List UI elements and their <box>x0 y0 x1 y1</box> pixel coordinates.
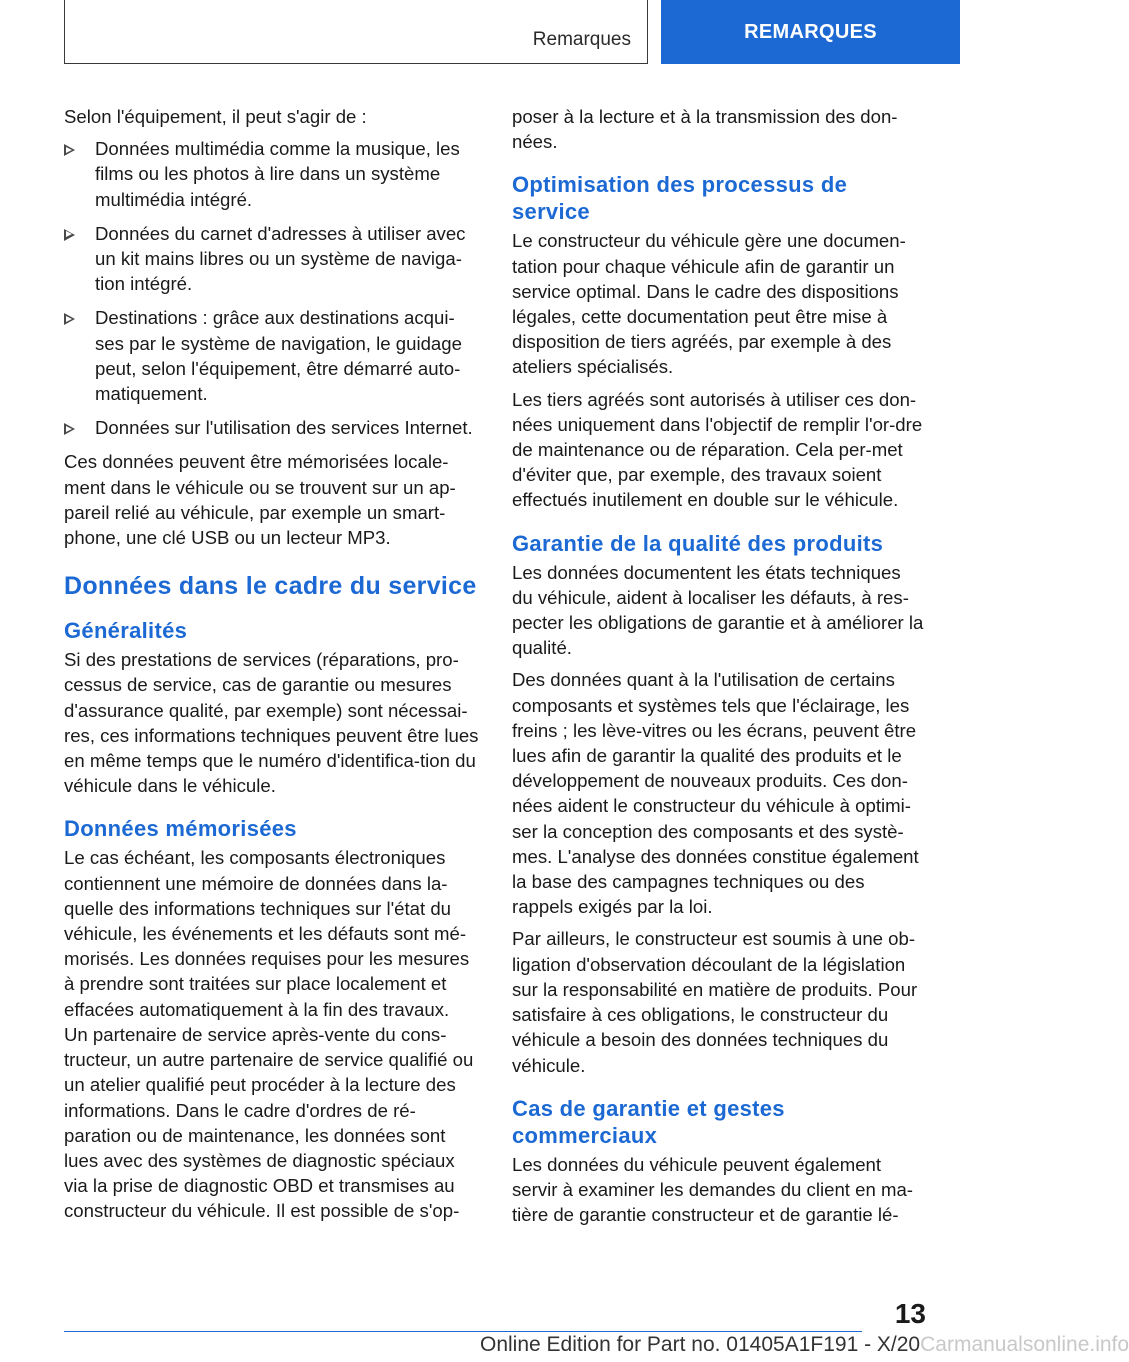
data-type-list <box>64 136 482 440</box>
optimization-paragraph-2: Les tiers agréés sont autorisés à utiliser ces don-nées uniquement dans l'objectif de remplir l'or-dre de maintenance ou de réparation. Cela per-met d'éviter que, par exemple, des travaux soient effectués inutilement en double sur le véhicule. <box>512 388 923 511</box>
edition-text: Online Edition for Part no. 01405A1F191 - X/20 <box>480 1333 921 1356</box>
watermark-text: Carmanualsonline.info <box>920 1333 1129 1356</box>
header-chapter-tab[interactable]: REMARQUES <box>661 0 960 64</box>
continued-paragraph: poser à la lecture et à la transmission des don-nées. <box>512 106 898 153</box>
page-number: 13 <box>894 1298 926 1329</box>
section-heading-service: Données dans le cadre du service <box>64 572 477 601</box>
list-item: Destinations : grâce aux destinations acqui-ses par le système de navigation, le guidage peut, selon l'équipement, être démarré auto-matiquement. <box>64 305 482 406</box>
stored-data-paragraph-2: Un partenaire de service après-vente du cons-tructeur, un autre partenaire de service qualifié ou un atelier qualifié peut procéder à la lecture des informations. Dans le cadre d'ordres de ré-paration ou de maintenance, les données sont lues avec des systèmes de diagnostic spéciaux via la prise de diagnostic OBD et transmises au constructeur du véhicule. Il est possible de s'op- <box>64 1023 474 1222</box>
quality-paragraph-1: Les données documentent les états techniques du véhicule, aident à localiser les défauts, à res-pecter les obligations de garantie et à améliorer la qualité. <box>512 561 924 659</box>
subheading-product-quality: Garantie de la qualité des produits <box>512 530 884 556</box>
triangle-bullet-icon <box>64 144 75 156</box>
header-section-box <box>64 0 648 64</box>
subheading-warranty-cases: Cas de garantie et gestes commerciaux <box>512 1095 785 1148</box>
general-paragraph: Si des prestations de services (réparations, pro-cessus de service, cas de garantie ou mesures d'assurance qualité, par exemple) sont nécessai-res, ces informations techniques peuvent être lues en même temps que le numéro d'identifica-tion du véhicule dans le véhicule. <box>64 649 479 797</box>
optimization-paragraph-1: Le constructeur du véhicule gère une documen-tation pour chaque véhicule afin de garantir un service optimal. Dans le cadre des dispositions légales, cette documentation peut être mise à disposition de tiers agréés, par exemple à des ateliers spécialisés. <box>512 230 906 378</box>
footer-divider <box>64 1331 862 1332</box>
quality-paragraph-3: Par ailleurs, le constructeur est soumis à une ob-ligation d'observation découlant de la législation sur la responsabilité en matière de produits. Pour satisfaire à ces obligations, le constructeur du véhicule a besoin des données techniques du véhicule. <box>512 928 918 1076</box>
storage-paragraph: Ces données peuvent être mémorisées locale-ment dans le véhicule ou se trouvent sur un ap-pareil relié au véhicule, par exemple un smart-phone, une clé USB ou un lecteur MP3. <box>64 451 456 549</box>
quality-paragraph-2: Des données quant à la l'utilisation de certains composants et systèmes tels que l'éclairage, les freins ; les lève-vitres ou les écrans, peuvent être lues afin de garantir la qualité des produits et le développement de nouveaux produits. Ces don-nées aident le constructeur du véhicule à optimi-ser la conception des composants et des systè-mes. L'analyse des données constitue également la base des campagnes techniques ou des rappels exigés par la loi. <box>512 669 919 918</box>
subheading-stored-data: Données mémorisées <box>64 816 297 842</box>
triangle-bullet-icon <box>64 229 75 241</box>
stored-data-paragraph-1: Le cas échéant, les composants électroniques contiennent une mémoire de données dans la-quelle des informations techniques sur l'état du véhicule, les événements et les défauts sont mé-morisés. Les données requises pour les mesures à prendre sont traitées sur place localement et effacées automatiquement à la fin des travaux. <box>64 847 470 1020</box>
subheading-general: Généralités <box>64 618 188 644</box>
header-section-title: Remarques <box>532 29 631 50</box>
subheading-process-optimization: Optimisation des processus de service <box>512 172 848 225</box>
intro-text: Selon l'équipement, il peut s'agir de : <box>64 106 367 127</box>
warranty-paragraph: Les données du véhicule peuvent également servir à examiner les demandes du client en ma-tière de garantie constructeur et de garantie lé- <box>512 1153 913 1226</box>
list-item: Données du carnet d'adresses à utiliser avec un kit mains libres ou un système de naviga-tion intégré. <box>64 221 482 297</box>
triangle-bullet-icon <box>64 313 75 325</box>
right-column <box>512 104 926 1234</box>
footer-edition-line <box>480 1333 1129 1357</box>
list-item: Données multimédia comme la musique, les films ou les photos à lire dans un système multimédia intégré. <box>64 136 482 212</box>
left-column <box>64 104 482 1231</box>
list-item: Données sur l'utilisation des services Internet. <box>64 415 482 440</box>
triangle-bullet-icon <box>64 423 75 435</box>
